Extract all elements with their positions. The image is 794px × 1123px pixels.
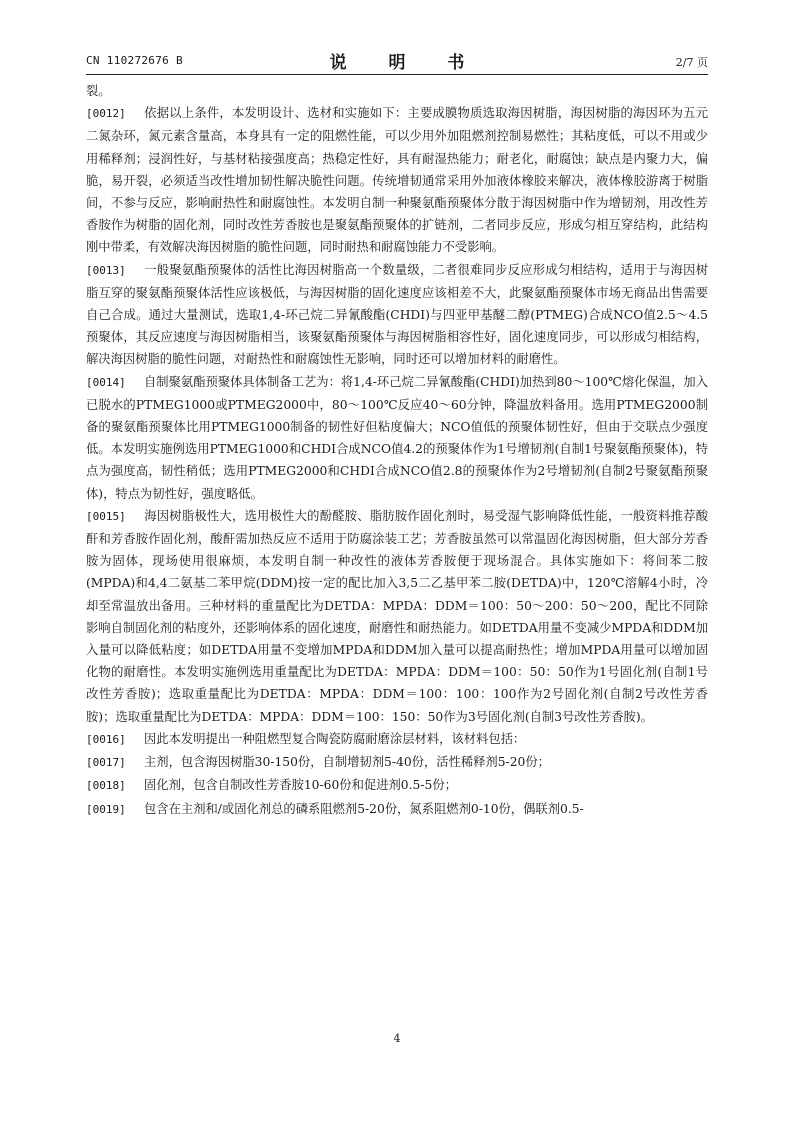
paragraph-number: [0017]	[86, 756, 126, 770]
paragraph-continuation	[86, 80, 708, 102]
page-header	[86, 48, 708, 72]
header-divider	[86, 74, 708, 75]
paragraph-0019	[86, 798, 708, 821]
paragraph-number: [0016]	[86, 732, 126, 746]
page-footer	[0, 1032, 794, 1045]
paragraph-0012	[86, 102, 708, 258]
document-body	[86, 80, 708, 821]
paragraph-text: 依据以上条件，本发明设计、选材和实施如下：主要成膜物质选取海因树脂，海因树脂的海因环为五元二氮杂环，氮元素含量高，本身具有一定的阻燃性能，可以少用外加阻燃剂控制易燃性；其粘度低，可以不用或少用稀释剂；浸润性好，与基材粘接强度高；热稳定性好，具有耐湿热能力；耐老化，耐腐蚀；缺点是内聚力大，偏脆，易开裂，必须适当改性增加韧性解决脆性问题。传统增韧通常采用外加液体橡胶来解决，液体橡胶游离于树脂间，不参与反应，影响耐热性和耐腐蚀性。本发明自制一种聚氨酯预聚体分散于海因树脂中作为增韧剂，用改性芳香胺作为树脂的固化剂，同时改性芳香胺也是聚氨酯预聚体的扩链剂，二者同步反应，形成匀相互穿结构，此结构刚中带柔，有效解决海因树脂的脆性问题，同时耐热和耐腐蚀能力不受影响。	[86, 106, 708, 255]
paragraph-0017	[86, 751, 708, 774]
paragraph-number: [0013]	[86, 263, 126, 277]
paragraph-number: [0015]	[86, 509, 126, 523]
paragraph-text: 包含在主剂和/或固化剂总的磷系阻燃剂5-20份，氮系阻燃剂0-10份，偶联剂0.5-	[144, 801, 584, 816]
paragraph-number: [0012]	[86, 107, 126, 121]
paragraph-0016	[86, 728, 708, 751]
page-number: 4	[393, 1032, 401, 1045]
paragraph-0015	[86, 505, 708, 728]
document-title: 说 明 书	[329, 53, 483, 73]
paragraph-0014	[86, 371, 708, 505]
paragraph-text: 固化剂，包含自制改性芳香胺10-60份和促进剂0.5-5份；	[144, 778, 457, 793]
paragraph-number: [0019]	[86, 802, 126, 816]
paragraph-number: [0018]	[86, 779, 126, 793]
paragraph-text: 海因树脂极性大，选用极性大的酚醛胺、脂肪胺作固化剂时，易受湿气影响降低性能，一般资料推荐酸酐和芳香胺作固化剂，酸酐需加热反应不适用于防腐涂装工艺；芳香胺虽然可以常温固化海因树脂，但大部分芳香胺为固体，现场使用很麻烦，本发明自制一种改性的液体芳香胺便于现场混合。具体实施如下：将间苯二胺(MPDA)和4,4二氨基二苯甲烷(DDM)按一定的配比加入3,5二乙基甲苯二胺(DETDA)中，120℃溶解4小时，冷却至常温放出备用。三种材料的重量配比为DETDA：MPDA：DDM＝100：50～200：50～200，配比不同除影响自制固化剂的粘度外，还影响体系的固化速度，耐磨性和耐热能力。如DETDA用量不变减少MPDA和DDM加入量可以降低粘度；如DETDA用量不变增加MPDA和DDM加入量可以提高耐热性；增加MPDA用量可以增加固化物的耐磨性。本发明实施例选用重量配比为DETDA：MPDA：DDM＝100：50：50作为1号固化剂(自制1号改性芳香胺)；选取重量配比为DETDA：MPDA：DDM＝100：100：100作为2号固化剂(自制2号改性芳香胺)；选取重量配比为DETDA：MPDA：DDM＝100：150：50作为3号固化剂(自制3号改性芳香胺)。	[86, 508, 708, 724]
paragraph-number: [0014]	[86, 375, 126, 389]
paragraph-text: 主剂，包含海因树脂30-150份，自制增韧剂5-40份，活性稀释剂5-20份；	[144, 755, 550, 770]
paragraph-text: 因此本发明提出一种阻燃型复合陶瓷防腐耐磨涂层材料，该材料包括：	[144, 731, 526, 746]
patent-number: CN 110272676 B	[86, 54, 183, 67]
paragraph-0013	[86, 259, 708, 371]
paragraph-text: 裂。	[86, 84, 111, 98]
paragraph-text: 一般聚氨酯预聚体的活性比海因树脂高一个数量级，二者很难同步反应形成匀相结构，适用于与海因树脂互穿的聚氨酯预聚体活性应该极低，与海因树脂的固化速度应该相差不大，此聚氨酯预聚体市场无商品出售需要自己合成。通过大量测试，选取1,4-环己烷二异氰酸酯(CHDI)与四亚甲基醚二醇(PTMEG)合成NCO值2.5～4.5预聚体，其反应速度与海因树脂相当，该聚氨酯预聚体与海因树脂相容性好，固化速度同步，可以形成匀相结构，解决海因树脂的脆性问题，对耐热性和耐腐蚀性无影响，同时还可以增加材料的耐磨性。	[86, 262, 708, 367]
paragraph-text: 自制聚氨酯预聚体具体制备工艺为：将1,4-环己烷二异氰酸酯(CHDI)加热到80～100℃熔化保温，加入已脱水的PTMEG1000或PTMEG2000中，80～100℃反应40～60分钟，降温放料备用。选用PTMEG2000制备的聚氨酯预聚体比用PTMEG1000制备的韧性好但粘度偏大；NCO值低的预聚体韧性好，但由于交联点少强度低。本发明实施例选用PTMEG1000和CHDI合成NCO值4.2的预聚体作为1号增韧剂(自制1号聚氨酯预聚体)，特点为强度高，韧性稍低；选用PTMEG2000和CHDI合成NCO值2.8的预聚体作为2号增韧剂(自制2号聚氨酯预聚体)，特点为韧性好，强度略低。	[86, 374, 708, 501]
page-indicator: 2/7 页	[675, 56, 708, 69]
paragraph-0018	[86, 774, 708, 797]
